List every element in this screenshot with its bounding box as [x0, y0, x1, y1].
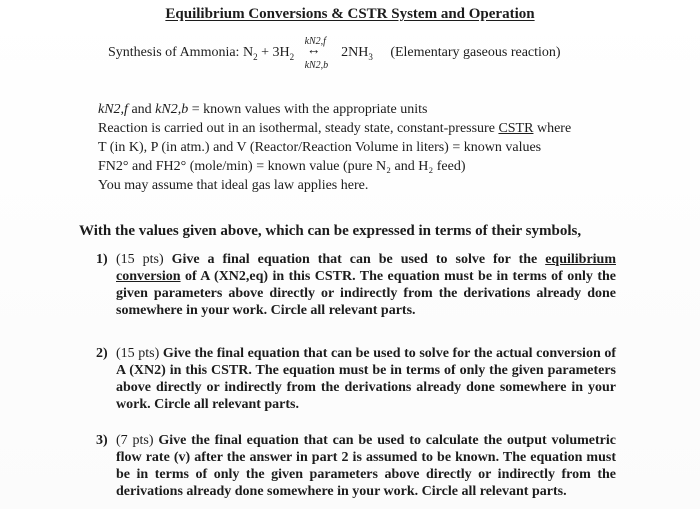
equilibrium-arrow [301, 35, 335, 71]
given-line-1 [98, 100, 571, 119]
question-text: Give the final equation that can be used to calculate the output volumetric flow rate (v) after the answer in part 2 is assumed to be known. The equation must be in terms of only the given parameters above directly or indirectly from the derivations already done somewhere in your work. Circle all relevant parts. [116, 433, 616, 499]
k-forward-symbol: kN2,f [98, 102, 128, 117]
where-text: where [533, 121, 572, 136]
question-number: 1) [96, 252, 108, 267]
reaction-prefix: Synthesis of Ammonia: N [108, 45, 254, 60]
h2-subscript: 2 [289, 51, 295, 62]
question-text: Give the final equation that can be used to solve for the actual conversion of A (XN2) in this CSTR. The equation must be in terms of only the given parameters above directly or indirectly from the derivations already done somewhere in your work. Circle all relevant parts. [116, 346, 616, 412]
question-1 [96, 251, 616, 319]
given-parameters [98, 100, 571, 195]
given-line-3: T (in K), P (in atm.) and V (Reactor/Reaction Volume in liters) = known values [98, 140, 542, 155]
k-known-text: = known values with the appropriate units [188, 102, 428, 117]
question-number: 3) [96, 433, 108, 448]
reaction-equation [108, 35, 561, 71]
reaction-note: (Elementary gaseous reaction) [390, 45, 561, 60]
question-number: 2) [96, 346, 108, 361]
equilibrium-conversion-term: equilibrium conversion [116, 252, 616, 284]
given-line-4: FN2° and FH2° (mole/min) = known value (pure N₂ and H₂ feed) [98, 159, 466, 174]
question-3 [96, 432, 616, 500]
given-line-2 [98, 119, 571, 138]
question-text-cont: of A (XN2,eq) in this CSTR. The equation must be in terms of only the given parameters above directly or indirectly from the derivations already done somewhere in your work. Circle all relevant parts. [116, 269, 616, 318]
page-title: Equilibrium Conversions & CSTR System and Operation [165, 6, 535, 22]
question-points: (7 pts) [116, 433, 154, 448]
double-arrow-icon: ↔ [306, 42, 321, 58]
and-text: and [127, 102, 156, 117]
questions-intro: With the values given above, which can be expressed in terms of their symbols, [79, 223, 582, 239]
given-line-5: You may assume that ideal gas law applies here. [98, 178, 369, 193]
question-points: (15 pts) [116, 346, 160, 361]
k-back-symbol: kN2,b [155, 102, 189, 117]
reaction-conditions-text: Reaction is carried out in an isothermal, steady state, constant-pressure [98, 121, 499, 136]
nh3-subscript: 3 [368, 51, 373, 62]
question-points: (15 pts) [116, 252, 164, 267]
reaction-product: 2NH [341, 45, 369, 60]
question-2 [96, 345, 616, 413]
n2-subscript: 2 [253, 51, 258, 62]
reaction-plus: + 3H [257, 45, 290, 60]
cstr-term: CSTR [498, 121, 534, 136]
k-back-label: kN2,b [304, 59, 329, 71]
k-forward-label: kN2,f [304, 35, 326, 47]
question-text: Give a final equation that can be used to solve for the [163, 252, 546, 267]
